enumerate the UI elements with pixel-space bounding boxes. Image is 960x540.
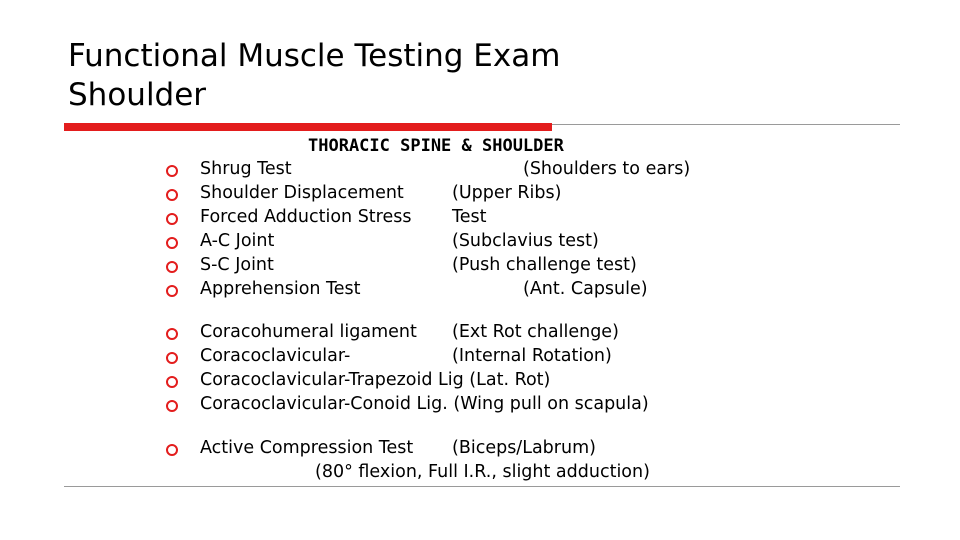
slide-title <box>68 37 560 115</box>
section-heading: THORACIC SPINE & SHOULDER <box>308 136 564 156</box>
test-name: Coracoclavicular- <box>200 346 351 366</box>
test-note: (Subclavius test) <box>452 231 599 251</box>
test-note: Test <box>452 207 487 227</box>
test-item: Coracoclavicular-Trapezoid Lig (Lat. Rot) <box>200 370 551 390</box>
bullet-icon <box>166 213 178 225</box>
test-name: S-C Joint <box>200 255 274 275</box>
title-divider-red <box>64 123 552 131</box>
test-note: (Ext Rot challenge) <box>452 322 619 342</box>
bullet-icon <box>166 352 178 364</box>
test-note: (Internal Rotation) <box>452 346 612 366</box>
test-name: Shrug Test <box>200 159 292 179</box>
bullet-icon <box>166 444 178 456</box>
test-name: Active Compression Test <box>200 438 414 458</box>
bullet-icon <box>166 237 178 249</box>
test-note: (Biceps/Labrum) <box>452 438 596 458</box>
bullet-icon <box>166 328 178 340</box>
bullet-icon <box>166 189 178 201</box>
bullet-icon <box>166 376 178 388</box>
test-name: Apprehension Test <box>200 279 361 299</box>
test-note: (Push challenge test) <box>452 255 637 275</box>
test-detail: (80° flexion, Full I.R., slight adduction) <box>315 462 650 482</box>
test-note: (Ant. Capsule) <box>523 279 648 299</box>
bullet-icon <box>166 261 178 273</box>
test-name: A-C Joint <box>200 231 275 251</box>
test-note: (Shoulders to ears) <box>523 159 691 179</box>
test-note: (Upper Ribs) <box>452 183 562 203</box>
test-name: Coracohumeral ligament <box>200 322 417 342</box>
test-name: Forced Adduction Stress <box>200 207 412 227</box>
test-item: Coracoclavicular-Conoid Lig. (Wing pull on scapula) <box>200 394 649 414</box>
bullet-icon <box>166 285 178 297</box>
bullet-icon <box>166 400 178 412</box>
footer-divider <box>64 486 900 487</box>
slide-title-line-2: Shoulder <box>68 77 207 113</box>
test-name: Shoulder Displacement <box>200 183 404 203</box>
slide-title-line-1: Functional Muscle Testing Exam <box>68 38 561 74</box>
bullet-icon <box>166 165 178 177</box>
